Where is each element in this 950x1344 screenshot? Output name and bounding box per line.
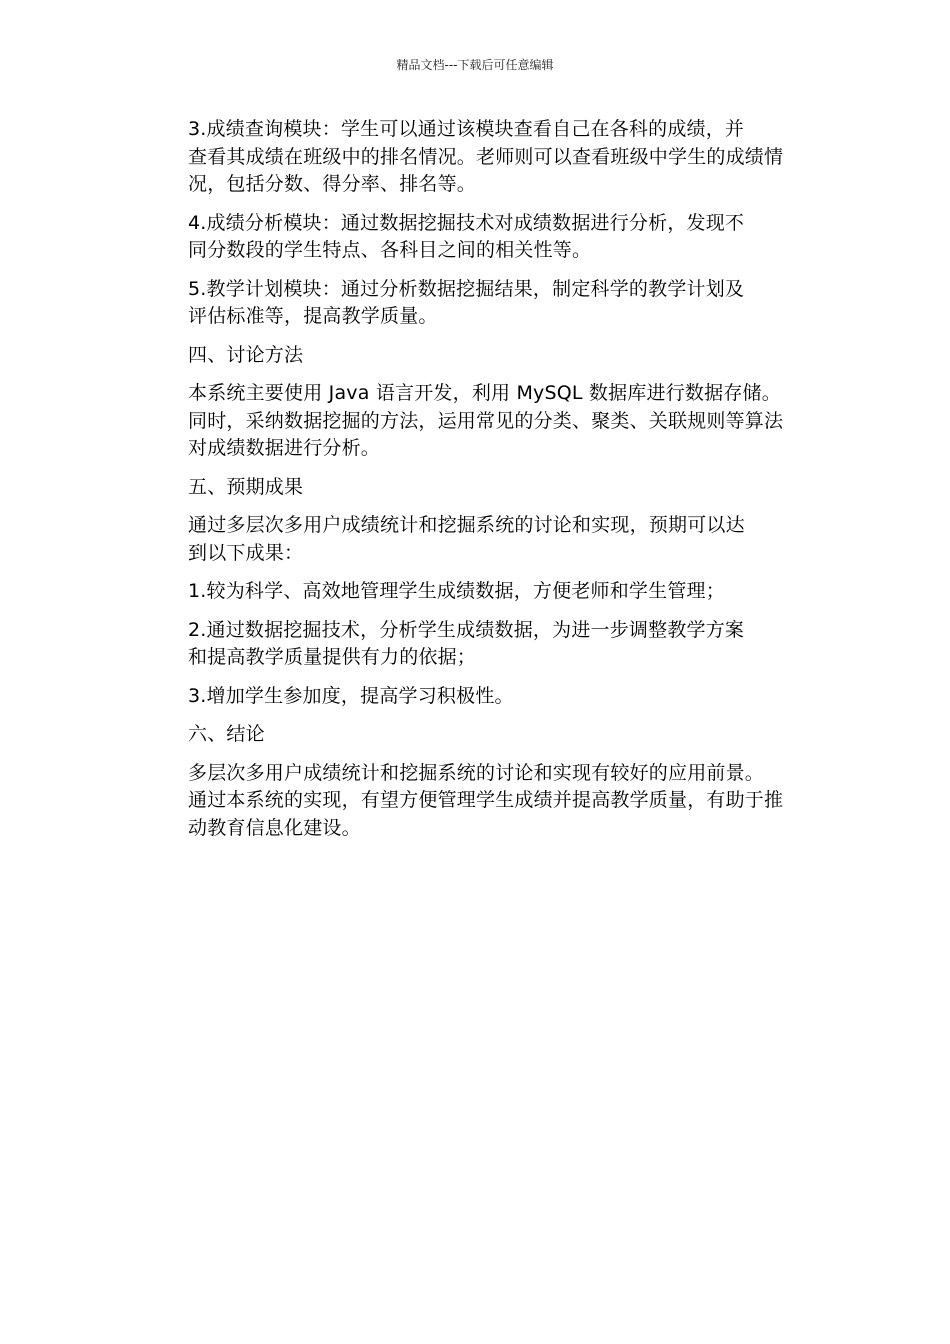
paragraph [144, 474, 806, 502]
text-line: 四、讨论方法 [188, 343, 304, 366]
paragraph [144, 116, 806, 199]
paragraph [144, 276, 806, 331]
text-line: 2.通过数据挖掘技术，分析学生成绩数据，为进一步调整教学方案 [188, 618, 745, 641]
text-line: 五、预期成果 [188, 475, 304, 498]
text-line: 5.教学计划模块：通过分析数据挖掘结果，制定科学的教学计划及 [188, 277, 745, 300]
text-line: 到以下成果： [188, 541, 304, 564]
text-line: 1.较为科学、高效地管理学生成绩数据，方便老师和学生管理； [188, 580, 725, 602]
text-line: 3.成绩查询模块：学生可以通过该模块查看自己在各科的成绩，并 [188, 118, 745, 140]
paragraph [144, 512, 806, 567]
paragraph [144, 380, 806, 463]
text-line: 4.成绩分析模块：通过数据挖掘技术对成绩数据进行分析，发现不 [188, 211, 745, 234]
paragraph [144, 617, 806, 672]
text-line: 查看其成绩在班级中的排名情况。老师则可以查看班级中学生的成绩情 [188, 145, 784, 168]
text-line: 六、结论 [188, 723, 265, 745]
text-line: 况，包括分数、得分率、排名等。 [188, 173, 477, 195]
text-line: 3.增加学生参加度，提高学习积极性。 [188, 684, 514, 707]
document-body [144, 116, 806, 853]
text-line: 动教育信息化建设。 [188, 816, 361, 839]
paragraph [144, 683, 806, 711]
text-line: 本系统主要使用 Java 语言开发，利用 MySQL 数据库进行数据存储。 [188, 382, 781, 404]
paragraph [144, 721, 806, 749]
paragraph [144, 342, 806, 370]
text-line: 同分数段的学生特点、各科目之间的相关性等。 [188, 239, 592, 261]
paragraph [144, 210, 806, 265]
text-line: 多层次多用户成绩统计和挖掘系统的讨论和实现有较好的应用前景。 [188, 761, 765, 784]
text-line: 对成绩数据进行分析。 [188, 437, 381, 459]
text-line: 同时，采纳数据挖掘的方法，运用常见的分类、聚类、关联规则等算法 [188, 409, 784, 432]
paragraph [144, 578, 806, 606]
text-line: 通过本系统的实现，有望方便管理学生成绩并提高教学质量，有助于推 [188, 789, 784, 811]
page-header: 精品文档---下载后可任意编辑 [396, 58, 554, 72]
text-line: 评估标准等，提高教学质量。 [188, 305, 438, 327]
paragraph [144, 760, 806, 843]
text-line: 和提高教学质量提供有力的依据； [188, 646, 477, 668]
text-line: 通过多层次多用户成绩统计和挖掘系统的讨论和实现，预期可以达 [188, 514, 745, 536]
